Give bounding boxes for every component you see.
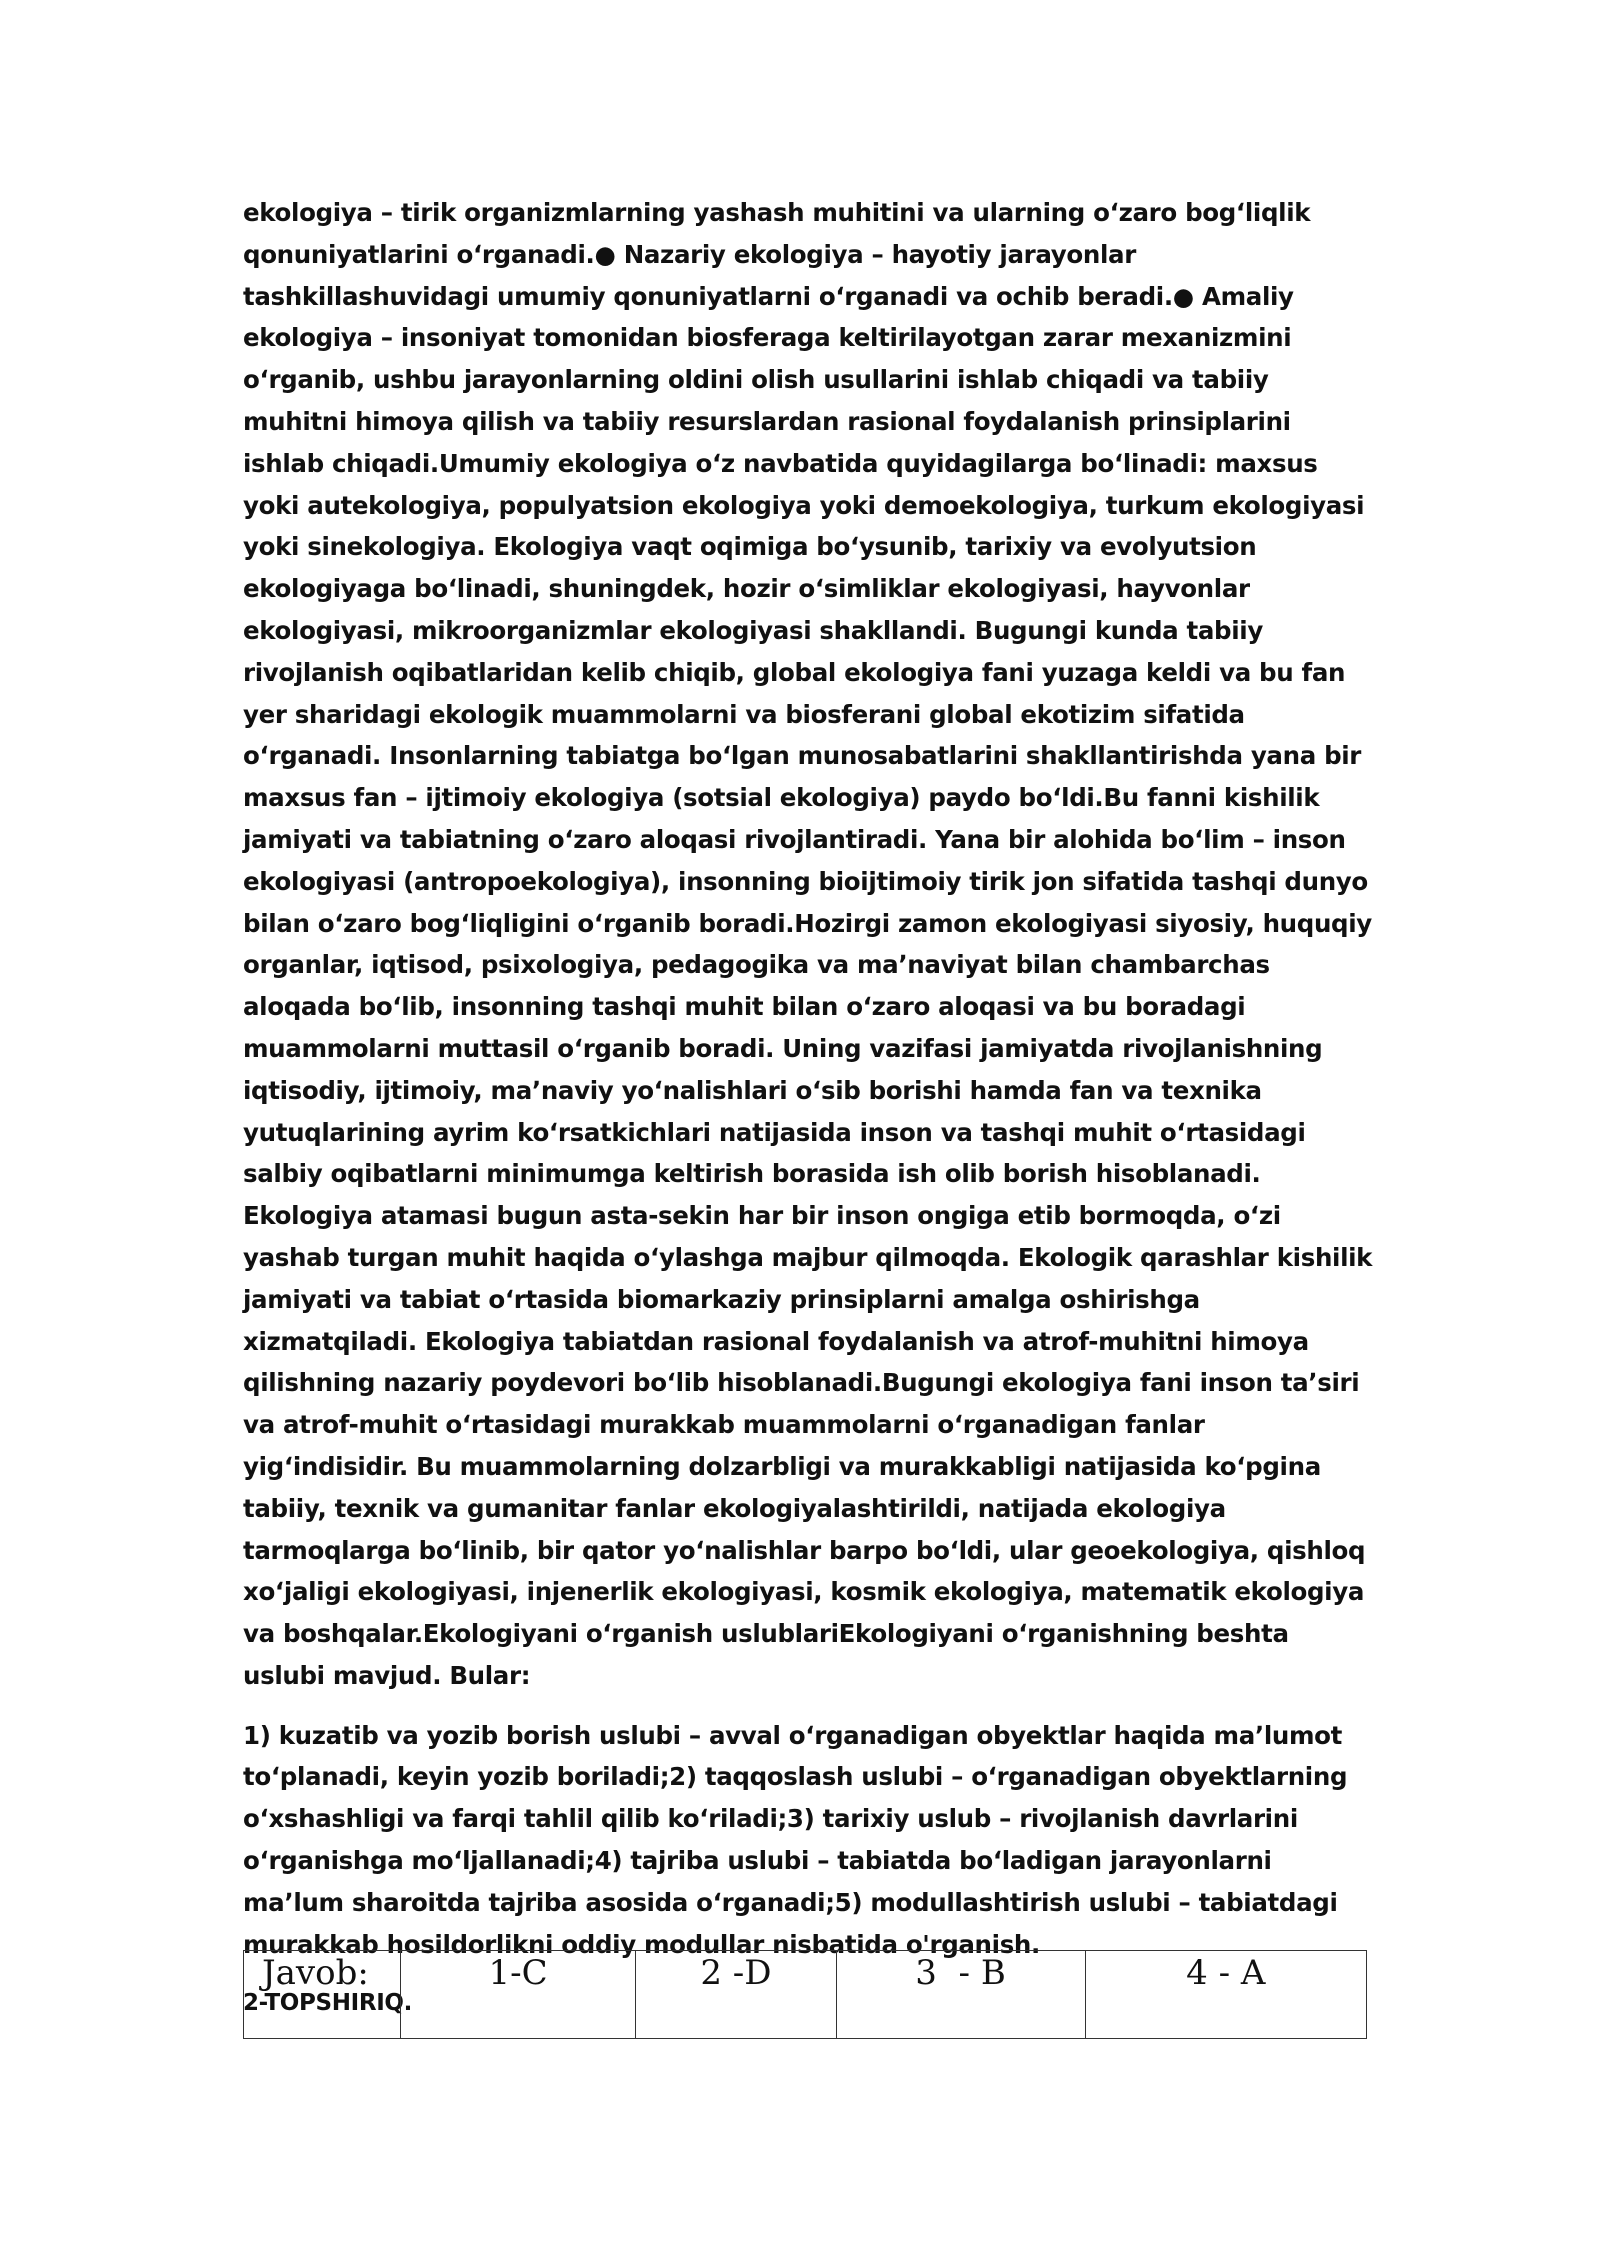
answer-cell-1: 1-C <box>400 1951 635 2039</box>
answer-row <box>244 1951 1367 2039</box>
answer-cell-3: 3 - B <box>836 1951 1085 2039</box>
paragraph-ecology-intro: ekologiya – tirik organizmlarning yashash muhitini va ularning oʻzaro bogʻliqlik qonuniyatlarini oʻrganadi.● Nazariy ekologiya – hayotiy jarayonlar tashkillashuvidagi umumiy qonuniyatlarni oʻrganadi va ochib beradi.● Amaliy ekologiya – insoniyat tomonidan biosferaga keltirilayotgan zarar mexanizmini oʻrganib, ushbu jarayonlarning oldini olish usullarini ishlab chiqadi va tabiiy muhitni himoya qilish va tabiiy resurslardan rasional foydalanish prinsiplarini ishlab chiqadi.Umumiy ekologiya oʻz navbatida quyidagilarga boʻlinadi: maxsus yoki autekologiya, populyatsion ekologiya yoki demoekologiya, turkum ekologiyasi yoki sinekologiya. Ekologiya vaqt oqimiga boʻysunib, tarixiy va evolyutsion ekologiyaga boʻlinadi, shuningdek, hozir oʻsimliklar ekologiyasi, hayvonlar ekologiyasi, mikroorganizmlar ekologiyasi shakllandi. Bugungi kunda tabiiy rivojlanish oqibatlaridan kelib chiqib, global ekologiya fani yuzaga keldi va bu fan yer sharidagi ekologik muammolarni va biosferani global ekotizim sifatida oʻrganadi. Insonlarning tabiatga boʻlgan munosabatlarini shakllantirishda yana bir maxsus fan – ijtimoiy ekologiya (sotsial ekologiya) paydo boʻldi.Bu fanni kishilik jamiyati va tabiatning oʻzaro aloqasi rivojlantiradi. Yana bir alohida boʻlim – inson ekologiyasi (antropoekologiya), insonning bioijtimoiy tirik jon sifatida tashqi dunyo bilan oʻzaro bogʻliqligini oʻrganib boradi.Hozirgi zamon ekologiyasi siyosiy, huquqiy organlar, iqtisod, psixologiya, pedagogika va maʼnaviyat bilan chambarchas aloqada boʻlib, insonning tashqi muhit bilan oʻzaro aloqasi va bu boradagi muammolarni muttasil oʻrganib boradi. Uning vazifasi jamiyatda rivojlanishning iqtisodiy, ijtimoiy, maʼnaviy yoʻnalishlari oʻsib borishi hamda fan va texnika yutuqlarining ayrim koʻrsatkichlari natijasida inson va tashqi muhit oʻrtasidagi salbiy oqibatlarni minimumga keltirish borasida ish olib borish hisoblanadi. Ekologiya atamasi bugun asta-sekin har bir inson ongiga etib bormoqda, oʻzi yashab turgan muhit haqida oʻylashga majbur qilmoqda. Ekologik qarashlar kishilik jamiyati va tabiat oʻrtasida biomarkaziy prinsiplarni amalga oshirishga xizmatqiladi. Ekologiya tabiatdan rasional foydalanish va atrof-muhitni himoya qilishning nazariy poydevori boʻlib hisoblanadi.Bugungi ekologiya fani inson taʼsiri va atrof-muhit oʻrtasidagi murakkab muammolarni oʻrganadigan fanlar yigʻindisidir. Bu muammolarning dolzarbligi va murakkabligi natijasida koʻpgina tabiiy, texnik va gumanitar fanlar ekologiyalashtirildi, natijada ekologiya tarmoqlarga boʻlinib, bir qator yoʻnalishlar barpo boʻldi, ular geoekologiya, qishloq xoʻjaligi ekologiyasi, injenerlik ekologiyasi, kosmik ekologiya, matematik ekologiya va boshqalar.Ekologiyani oʻrganish uslublariEkologiyani oʻrganishning beshta uslubi mavjud. Bular: <box>243 198 1373 1690</box>
answer-cell-2: 2 -D <box>636 1951 836 2039</box>
paragraph-study-methods: 1) kuzatib va yozib borish uslubi – avval oʻrganadigan obyektlar haqida maʼlumot toʻplanadi, keyin yozib boriladi;2) taqqoslash uslubi – oʻrganadigan obyektlarning oʻxshashligi va farqi tahlil qilib koʻriladi;3) tarixiy uslub – rivojlanish davrlarini oʻrganishga moʻljallanadi;4) tajriba uslubi – tabiatda boʻladigan jarayonlarni maʼlum sharoitda tajriba asosida oʻrganadi;5) modullashtirish uslubi – tabiatdagi murakkab hosildorlikni oddiy modullar nisbatida o'rganish. <box>243 1720 1348 1959</box>
answer-label-cell: Javob: <box>244 1951 401 2039</box>
document-body <box>243 192 1373 2025</box>
answer-table <box>243 1950 1367 2039</box>
answer-cell-4: 4 - A <box>1085 1951 1366 2039</box>
task-heading: 2-TOPSHIRIQ. <box>243 1990 412 2017</box>
